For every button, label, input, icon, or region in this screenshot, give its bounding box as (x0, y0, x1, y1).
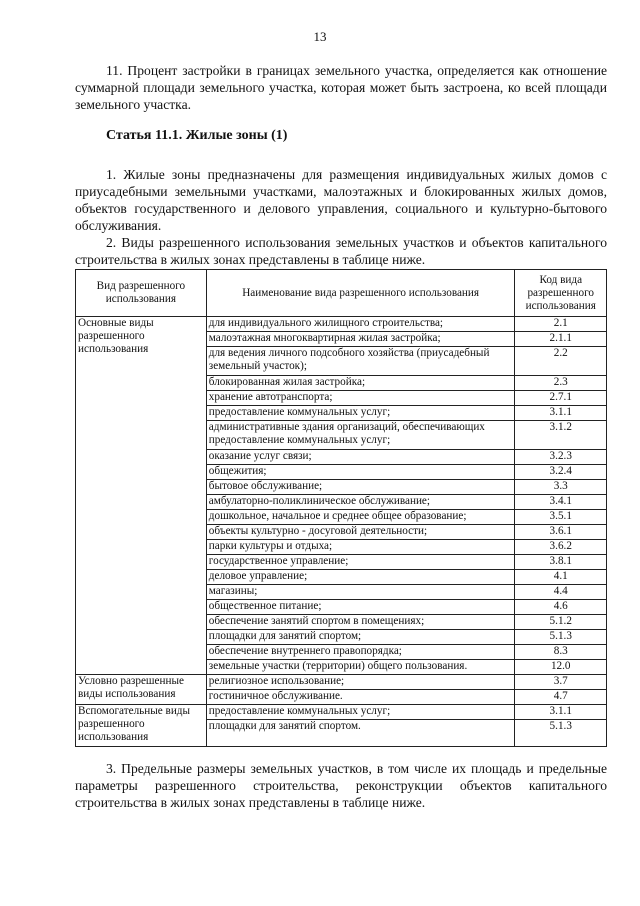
use-name: религиозное использование; (206, 675, 515, 690)
use-code: 8.3 (515, 645, 607, 660)
use-name: общественное питание; (206, 600, 515, 615)
header-use-type: Вид разрешенного использования (76, 270, 207, 317)
page-number: 13 (313, 29, 327, 44)
use-code: 4.6 (515, 600, 607, 615)
use-code: 2.2 (515, 347, 607, 376)
use-name: деловое управление; (206, 570, 515, 585)
use-code: 5.1.2 (515, 615, 607, 630)
use-code: 4.7 (515, 690, 607, 705)
zones-purpose-paragraph: 1. Жилые зоны предназначены для размещения индивидуальных жилых домов с приусадебными земельными участками, малоэтажных и блокированных жилых домов, объектов государственного и делового управления, социального и культурно-бытового обслуживания. (75, 167, 607, 233)
group-label-auxiliary: Вспомогательные виды разрешенного использования (76, 705, 207, 747)
use-code: 4.1 (515, 570, 607, 585)
use-name: объекты культурно - досуговой деятельности; (206, 525, 515, 540)
use-name: для индивидуального жилищного строительства; (206, 317, 515, 332)
use-code: 3.5.1 (515, 510, 607, 525)
table-row (76, 675, 607, 690)
table-row (76, 705, 607, 720)
use-code: 5.1.3 (515, 720, 607, 747)
use-code: 3.8.1 (515, 555, 607, 570)
use-name: общежития; (206, 465, 515, 480)
use-code: 12.0 (515, 660, 607, 675)
use-name: парки культуры и отдыха; (206, 540, 515, 555)
size-limits-paragraph: 3. Предельные размеры земельных участков, в том числе их площадь и предельные параметры разрешенного строительства, реконструкции объектов капитального строительства в жилых зонах представлены в таблице ниже. (75, 761, 607, 810)
use-code: 2.1 (515, 317, 607, 332)
use-name: блокированная жилая застройка; (206, 376, 515, 391)
use-name: бытовое обслуживание; (206, 480, 515, 495)
use-code: 3.1.2 (515, 421, 607, 450)
use-code: 3.6.2 (515, 540, 607, 555)
use-name: малоэтажная многоквартирная жилая застройка; (206, 332, 515, 347)
permitted-uses-table (75, 269, 607, 747)
use-code: 3.6.1 (515, 525, 607, 540)
use-name: хранение автотранспорта; (206, 391, 515, 406)
use-name: дошкольное, начальное и среднее общее образование; (206, 510, 515, 525)
use-name: площадки для занятий спортом; (206, 630, 515, 645)
use-name: для ведения личного подсобного хозяйства (приусадебный земельный участок); (206, 347, 515, 376)
use-name: предоставление коммунальных услуг; (206, 705, 515, 720)
use-name: площадки для занятий спортом. (206, 720, 515, 747)
article-title: Статья 11.1. Жилые зоны (1) (106, 128, 288, 143)
use-name: гостиничное обслуживание. (206, 690, 515, 705)
use-name: государственное управление; (206, 555, 515, 570)
group-label-main: Основные виды разрешенного использования (76, 317, 207, 675)
use-name: магазины; (206, 585, 515, 600)
use-code: 3.1.1 (515, 406, 607, 421)
use-code: 2.1.1 (515, 332, 607, 347)
use-code: 3.2.3 (515, 450, 607, 465)
use-name: предоставление коммунальных услуг; (206, 406, 515, 421)
use-code: 5.1.3 (515, 630, 607, 645)
use-code: 2.7.1 (515, 391, 607, 406)
use-name: земельные участки (территории) общего пользования. (206, 660, 515, 675)
group-label-conditional: Условно разрешенные виды использования (76, 675, 207, 705)
use-code: 3.3 (515, 480, 607, 495)
table-header-row (76, 270, 607, 317)
intro-paragraph: 11. Процент застройки в границах земельного участка, определяется как отношение суммарной площади земельного участка, которая может быть застроена, ко всей площади земельного участка. (75, 63, 607, 112)
use-code: 3.7 (515, 675, 607, 690)
use-code: 3.2.4 (515, 465, 607, 480)
use-code: 4.4 (515, 585, 607, 600)
permitted-uses-intro-paragraph: 2. Виды разрешенного использования земельных участков и объектов капитального строительства в жилых зонах представлены в таблице ниже. (75, 235, 607, 267)
header-use-name: Наименование вида разрешенного использования (206, 270, 515, 317)
use-code: 3.4.1 (515, 495, 607, 510)
table-row (76, 317, 607, 332)
use-name: амбулаторно-поликлиническое обслуживание; (206, 495, 515, 510)
use-code: 3.1.1 (515, 705, 607, 720)
use-name: обеспечение занятий спортом в помещениях; (206, 615, 515, 630)
use-name: административные здания организаций, обеспечивающих предоставление коммунальных услуг; (206, 421, 515, 450)
use-code: 2.3 (515, 376, 607, 391)
use-name: оказание услуг связи; (206, 450, 515, 465)
use-name: обеспечение внутреннего правопорядка; (206, 645, 515, 660)
header-use-code: Код вида разрешенного использования (515, 270, 607, 317)
